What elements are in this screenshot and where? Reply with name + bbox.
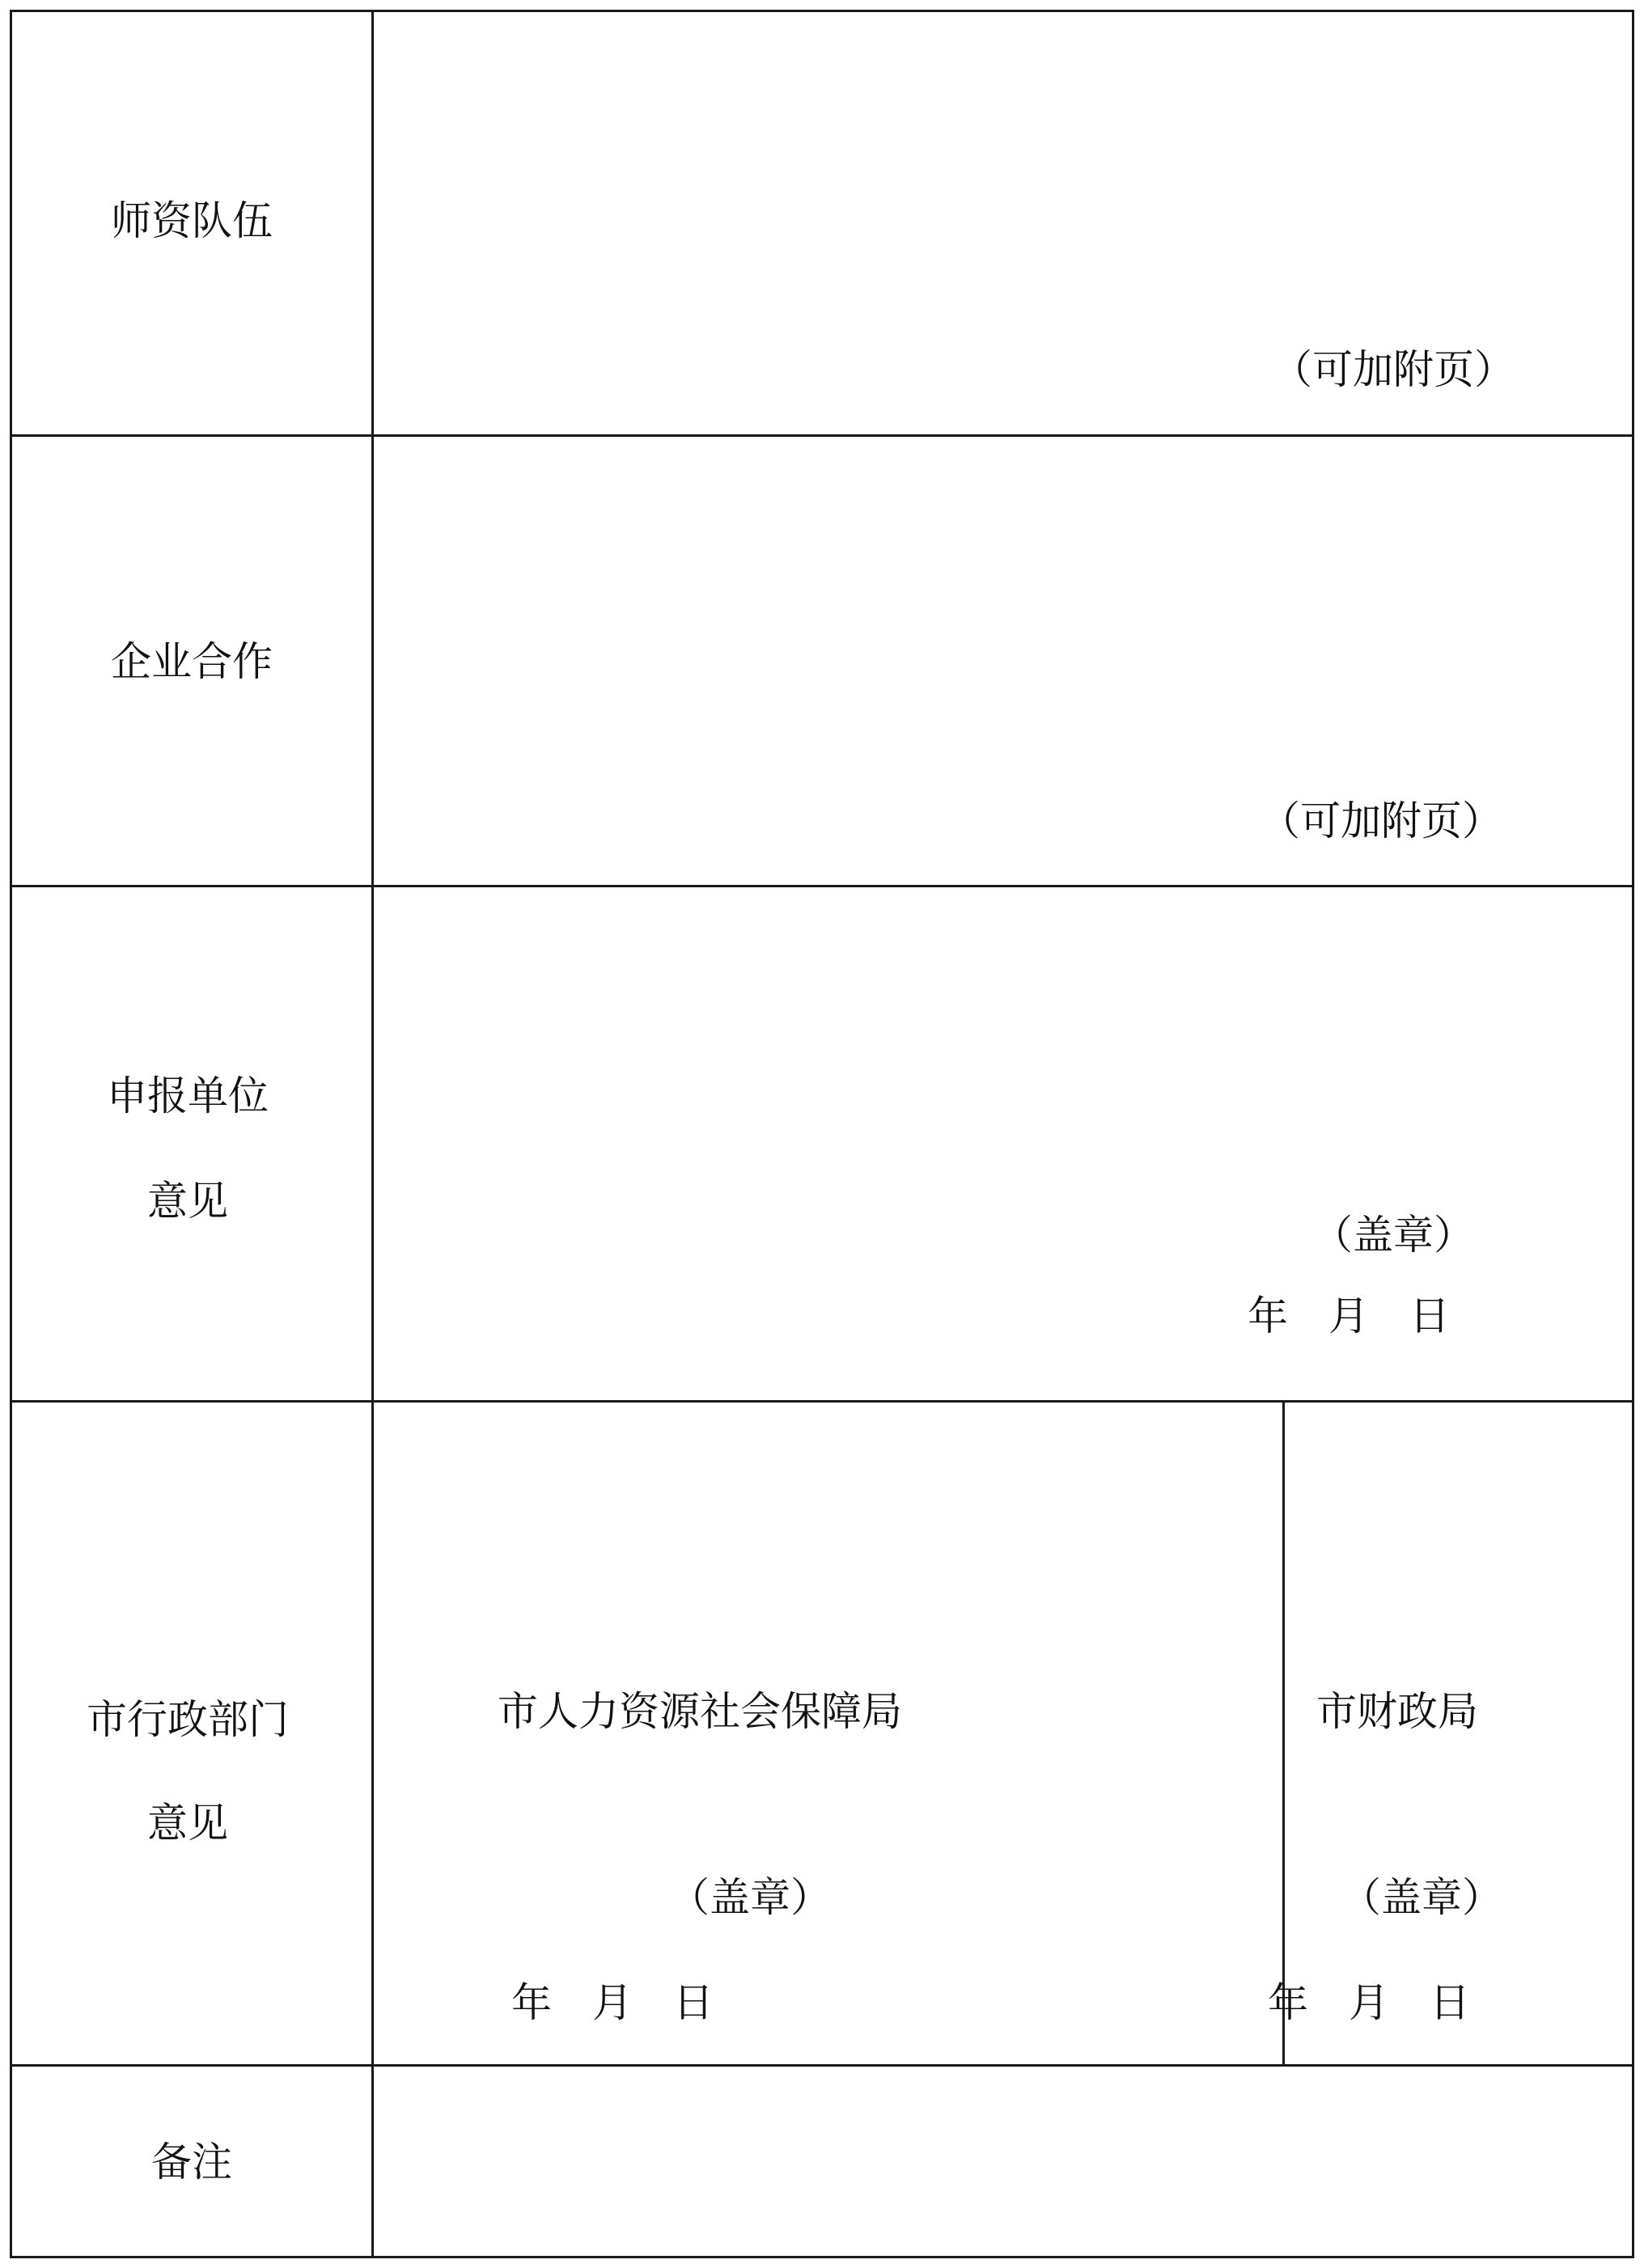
hr-bureau-seal: （盖章） (669, 1874, 831, 1921)
row-applicant-opinion (12, 887, 1632, 1403)
content-cell-enterprise[interactable] (374, 437, 1632, 885)
label-cell-remarks (12, 2067, 374, 2256)
label-applicant-line1: 申报单位 (107, 1073, 269, 1119)
label-cell-enterprise (12, 437, 374, 885)
department-divider (1282, 1403, 1285, 2064)
row-city-departments (12, 1403, 1632, 2067)
label-applicant-line2: 意见 (147, 1178, 228, 1225)
label-cell-applicant (12, 887, 374, 1400)
content-cell-city-departments (374, 1403, 1632, 2064)
content-cell-applicant[interactable] (374, 887, 1632, 1400)
label-city-departments-line1: 市行政部门 (87, 1696, 289, 1743)
finance-bureau-date: 年 月 日 (1268, 1979, 1470, 2026)
application-form-table (10, 10, 1634, 2258)
label-teachers: 师资队伍 (111, 197, 273, 244)
finance-bureau-title: 市财政局 (1316, 1688, 1478, 1735)
content-cell-teachers[interactable] (374, 12, 1632, 434)
hr-bureau-date: 年 月 日 (511, 1979, 714, 2026)
row-remarks (12, 2067, 1632, 2256)
label-cell-city-departments (12, 1403, 374, 2064)
label-city-departments-line2: 意见 (147, 1800, 228, 1847)
date-label-applicant: 年 月 日 (1248, 1293, 1450, 1339)
attachment-note-enterprise: （可加附页） (1260, 798, 1502, 844)
seal-label-applicant: （盖章） (1312, 1212, 1474, 1259)
content-cell-remarks[interactable] (374, 2067, 1632, 2256)
attachment-note-teachers: （可加附页） (1272, 346, 1515, 393)
finance-bureau-seal: （盖章） (1341, 1874, 1502, 1921)
hr-bureau-title: 市人力资源社会保障局 (498, 1688, 902, 1735)
row-enterprise (12, 437, 1632, 887)
label-cell-teachers (12, 12, 374, 434)
label-enterprise: 企业合作 (111, 638, 273, 685)
label-remarks: 备注 (151, 2139, 232, 2185)
row-teachers (12, 12, 1632, 437)
